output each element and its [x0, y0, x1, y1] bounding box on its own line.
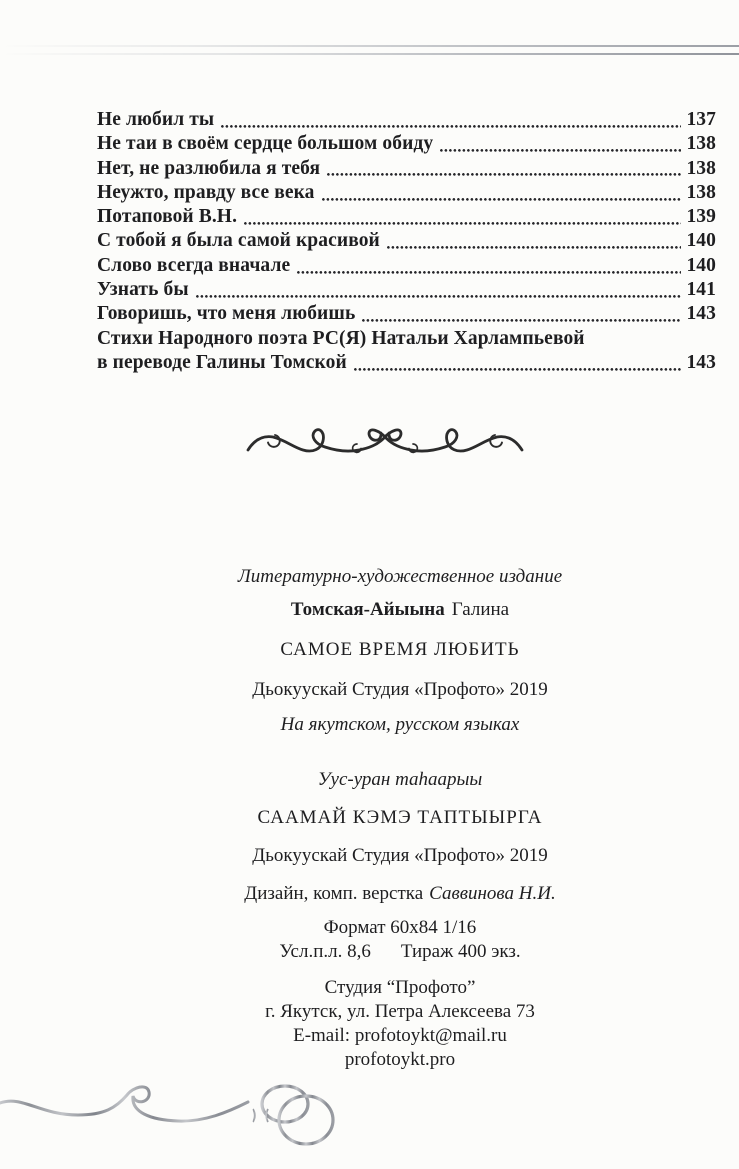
- toc-entry-page: 137: [686, 109, 716, 130]
- toc-entry: [97, 108, 716, 132]
- toc-entry-page: 141: [686, 279, 716, 301]
- toc-entry: [97, 278, 716, 302]
- top-foil-line: [0, 53, 739, 55]
- toc-entry-page: 139: [686, 206, 716, 228]
- swirl-divider-icon: [245, 419, 525, 467]
- toc-entry-page: 140: [686, 254, 716, 276]
- toc-dot-leader: [196, 295, 682, 298]
- format-info: Формат 60х84 1/16: [323, 917, 477, 938]
- toc-dot-leader: [362, 319, 681, 322]
- toc-entry-page: 143: [686, 303, 716, 325]
- toc-entry-title: в переводе Галины Томской: [97, 351, 347, 373]
- toc-dot-leader: [354, 368, 682, 371]
- toc-entry-title: С тобой я была самой красивой: [97, 230, 380, 252]
- toc-entry-title: Не таи в своём сердце большом обиду: [97, 133, 434, 155]
- toc-entry: [97, 254, 716, 278]
- bottom-foil-flourish-icon: [0, 1082, 739, 1169]
- designer-name: Саввинова Н.И.: [429, 883, 556, 904]
- toc-entry-title: Не любил ты: [97, 109, 215, 130]
- author-line: [61, 598, 739, 622]
- publisher-line-russian: Дьокуускай Студия «Профото» 2019: [252, 679, 548, 700]
- toc-dot-leader: [440, 149, 681, 152]
- conventional-sheets: Усл.п.л. 8,6: [279, 941, 371, 962]
- toc-dot-leader: [322, 198, 682, 201]
- author-firstname: Галина: [451, 599, 510, 620]
- edition-type: Литературно-художественное издание: [237, 566, 563, 587]
- toc-dot-leader: [297, 271, 681, 274]
- table-of-contents: [97, 108, 716, 375]
- toc-entry: [97, 351, 716, 375]
- toc-entry-page: 138: [686, 133, 716, 155]
- toc-dot-leader: [244, 222, 681, 225]
- toc-entry: [97, 205, 716, 229]
- toc-entry-page: 143: [686, 351, 716, 373]
- book-title-sakha: СААМАЙ КЭМЭ ТАПТЫЫРГА: [257, 807, 543, 828]
- publisher-line-sakha: Дьокуускай Студия «Профото» 2019: [252, 845, 548, 866]
- languages-note: На якутском, русском языках: [280, 714, 520, 735]
- toc-entry-page: 140: [686, 230, 716, 252]
- toc-entry: [97, 181, 716, 205]
- studio-address: г. Якутск, ул. Петра Алексеева 73: [265, 1001, 535, 1022]
- toc-entry-title: Говоришь, что меня любишь: [97, 303, 356, 325]
- print-run-info: [61, 940, 739, 964]
- toc-entry-title: Потаповой В.Н.: [97, 206, 238, 228]
- design-credit: [61, 882, 739, 906]
- toc-entry-title: Неужто, правду все века: [97, 181, 315, 203]
- studio-name: Студия “Профото”: [324, 977, 476, 998]
- toc-entry-title: Нет, не разлюбила я тебя: [97, 157, 321, 179]
- studio-website: profotoykt.pro: [344, 1049, 456, 1070]
- studio-email: E-mail: profotoykt@mail.ru: [293, 1025, 507, 1046]
- toc-dot-leader: [221, 125, 681, 128]
- toc-entry-page: 138: [686, 181, 716, 203]
- toc-list: [97, 108, 716, 375]
- toc-entry: [97, 157, 716, 181]
- edition-type-sakha: Уус-уран таһаарыы: [317, 769, 483, 790]
- toc-entry: [97, 327, 716, 351]
- toc-entry: [97, 132, 716, 156]
- toc-entry-title: Слово всегда вначале: [97, 254, 291, 276]
- book-title-russian: САМОЕ ВРЕМЯ ЛЮБИТЬ: [280, 639, 520, 660]
- print-run: Тираж 400 экз.: [400, 941, 521, 962]
- toc-entry: [97, 229, 716, 253]
- toc-entry-page: 138: [686, 157, 716, 179]
- top-foil-line: [0, 45, 739, 47]
- colophon: [61, 565, 739, 1072]
- toc-dot-leader: [327, 173, 681, 176]
- toc-entry: [97, 302, 716, 326]
- toc-entry-title: Стихи Народного поэта РС(Я) Натальи Харлампьевой: [97, 327, 585, 349]
- toc-entry-title: Узнать бы: [97, 279, 189, 301]
- design-credit-label: Дизайн, комп. верстка: [244, 883, 424, 904]
- author-surname: Томская-Айыына: [290, 599, 445, 620]
- toc-dot-leader: [387, 246, 682, 249]
